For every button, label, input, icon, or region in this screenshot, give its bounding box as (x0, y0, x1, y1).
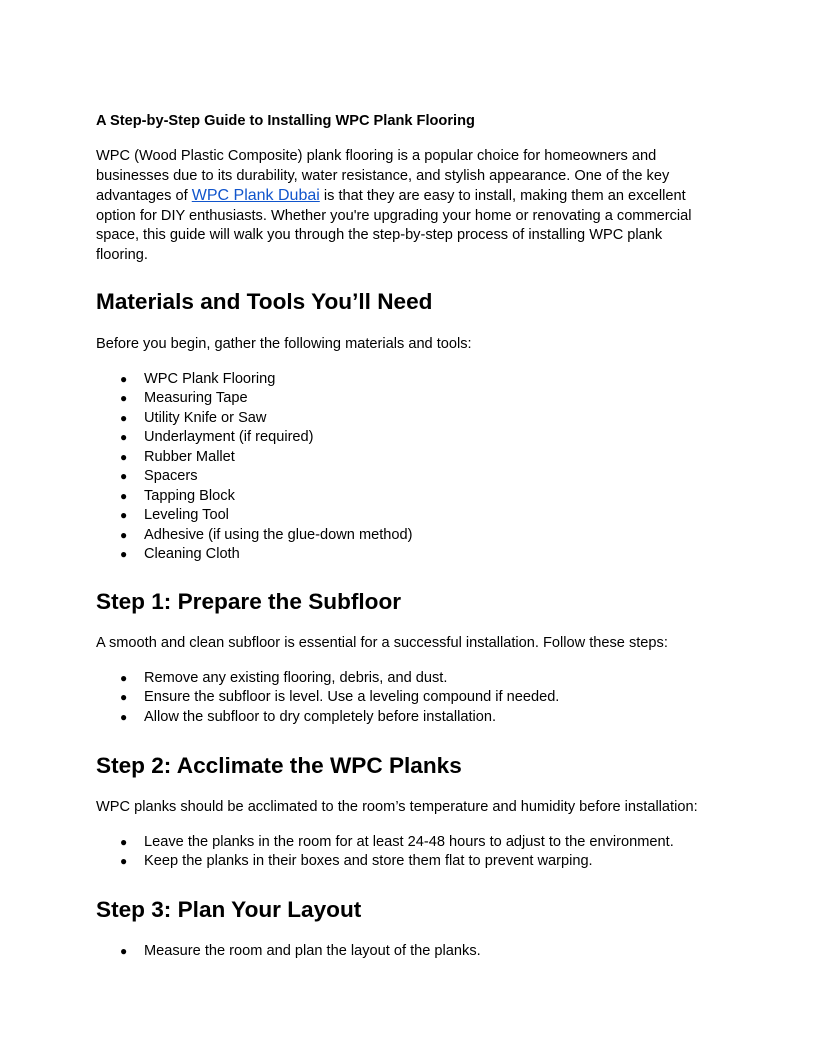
bullet-icon: ● (120, 391, 128, 406)
list-item: ● WPC Plank Flooring (96, 370, 413, 389)
bullet-icon: ● (120, 671, 128, 685)
wpc-plank-dubai-link[interactable]: WPC Plank Dubai (191, 187, 320, 205)
bullet-icon: ● (120, 449, 128, 464)
list-item: ● Leave the planks in the room for at least 24-48 hours to adjust to the environment. (96, 833, 674, 852)
section-heading-step-3: Step 3: Plan Your Layout (96, 897, 362, 922)
section-intro-step-2: WPC planks should be acclimated to the room’s temperature and humidity before installation: (96, 799, 698, 815)
document-title: A Step-by-Step Guide to Installing WPC Plank Flooring (96, 113, 475, 129)
bullet-icon: ● (120, 488, 128, 503)
list-item: ● Rubber Mallet (96, 448, 413, 467)
bullet-icon: ● (120, 469, 128, 484)
list-item: ● Leveling Tool (96, 506, 413, 525)
bullet-icon: ● (120, 372, 128, 386)
step-2-list (96, 833, 674, 872)
section-heading-step-2: Step 2: Acclimate the WPC Planks (96, 753, 462, 778)
materials-list (96, 370, 413, 564)
intro-paragraph (96, 147, 706, 266)
bullet-icon: ● (120, 944, 128, 958)
intro-text-before: WPC (Wood Plastic Composite) plank flooring is a popular choice for homeowners and businesses due to its durability, water resistance, and stylish appearance. One of the key advantages of (96, 148, 670, 205)
step-1-list (96, 669, 559, 727)
section-heading-materials: Materials and Tools You’ll Need (96, 289, 433, 314)
list-item: ● Allow the subfloor to dry completely before installation. (96, 708, 559, 727)
section-intro-step-1: A smooth and clean subfloor is essential for a successful installation. Follow these steps: (96, 635, 668, 651)
step-3-list (96, 942, 481, 961)
list-item: ● Utility Knife or Saw (96, 409, 413, 428)
bullet-icon: ● (120, 527, 128, 542)
bullet-icon: ● (120, 709, 128, 724)
bullet-icon: ● (120, 854, 128, 869)
section-heading-step-1: Step 1: Prepare the Subfloor (96, 589, 402, 614)
bullet-icon: ● (120, 410, 128, 425)
section-intro-materials: Before you begin, gather the following materials and tools: (96, 336, 472, 352)
intro-text-after: is that they are easy to install, making them an excellent option for DIY enthusiasts. Whether you're upgrading your home or renovating a commercial space, this guide will walk you through the step-by-step process of installing WPC plank flooring. (96, 188, 692, 263)
list-item: ● Cleaning Cloth (96, 545, 413, 564)
list-item: ● Spacers (96, 467, 413, 486)
bullet-icon: ● (120, 835, 128, 849)
list-item: ● Adhesive (if using the glue-down method) (96, 526, 413, 545)
list-item: ● Ensure the subfloor is level. Use a leveling compound if needed. (96, 688, 559, 707)
bullet-icon: ● (120, 690, 128, 705)
list-item: ● Underlayment (if required) (96, 428, 413, 447)
list-item: ● Remove any existing flooring, debris, and dust. (96, 669, 559, 688)
list-item: ● Tapping Block (96, 487, 413, 506)
list-item: ● Measuring Tape (96, 389, 413, 408)
bullet-icon: ● (120, 546, 128, 561)
list-item: ● Keep the planks in their boxes and store them flat to prevent warping. (96, 852, 674, 871)
bullet-icon: ● (120, 430, 128, 445)
list-item: ● Measure the room and plan the layout of the planks. (96, 942, 481, 961)
bullet-icon: ● (120, 508, 128, 523)
